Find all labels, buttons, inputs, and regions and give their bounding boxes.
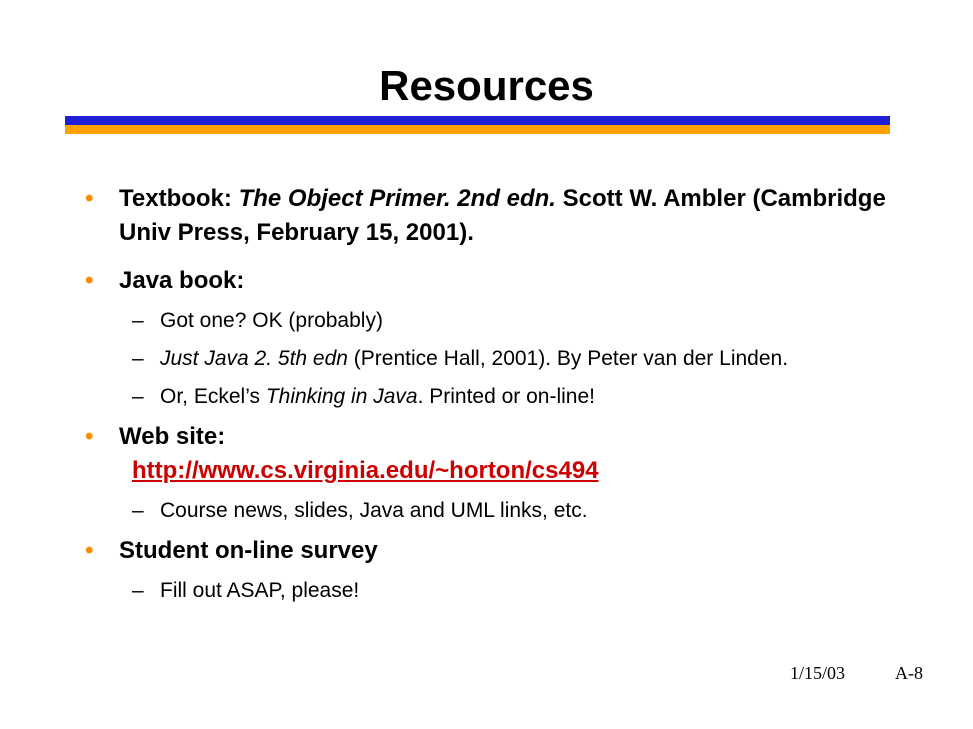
- bullet-icon: •: [85, 267, 94, 294]
- thinking-in-java-title: Thinking in Java: [265, 385, 418, 408]
- textbook-details: Scott W. Ambler (Cambridge Univ Press, February 15, 2001).: [119, 185, 886, 246]
- dash-icon: –: [132, 385, 144, 408]
- bullet-textbook: [85, 182, 925, 250]
- bullet-icon: •: [85, 423, 94, 450]
- bullet-survey: [85, 534, 925, 568]
- just-java-title: Just Java 2. 5th edn: [160, 347, 348, 370]
- title-underline-blue: [65, 116, 890, 125]
- slide-title: Resources: [379, 62, 594, 109]
- title-underline-orange: [65, 125, 890, 134]
- dash-icon: –: [132, 347, 144, 370]
- bullet-icon: •: [85, 185, 94, 212]
- sub-item-course-news: – Course news, slides, Java and UML links, etc.: [132, 496, 925, 526]
- web-site-label: Web site:: [119, 423, 226, 450]
- dash-icon: –: [132, 309, 144, 332]
- bullet-web-site: [85, 420, 925, 488]
- textbook-label: Textbook:: [119, 185, 239, 212]
- java-book-label: Java book:: [119, 267, 245, 294]
- bullet-list: [85, 182, 925, 606]
- footer-date: 1/15/03: [790, 663, 846, 683]
- sub-item-thinking-in-java: – Or, Eckel’s Thinking in Java. Printed or on-line!: [132, 382, 925, 412]
- textbook-title: The Object Primer. 2nd edn.: [238, 185, 556, 212]
- sub-item-fill-out: – Fill out ASAP, please!: [132, 576, 925, 606]
- bullet-java-book: [85, 264, 925, 298]
- sub-item-got-one: – Got one? OK (probably): [132, 306, 925, 336]
- dash-icon: –: [132, 579, 144, 602]
- course-website-link[interactable]: http://www.cs.virginia.edu/~horton/cs494: [132, 457, 599, 484]
- sub-item-just-java: – Just Java 2. 5th edn (Prentice Hall, 2001). By Peter van der Linden.: [132, 344, 925, 374]
- survey-label: Student on-line survey: [119, 537, 378, 564]
- dash-icon: –: [132, 499, 144, 522]
- footer-page-number: A-8: [895, 663, 923, 683]
- bullet-icon: •: [85, 537, 94, 564]
